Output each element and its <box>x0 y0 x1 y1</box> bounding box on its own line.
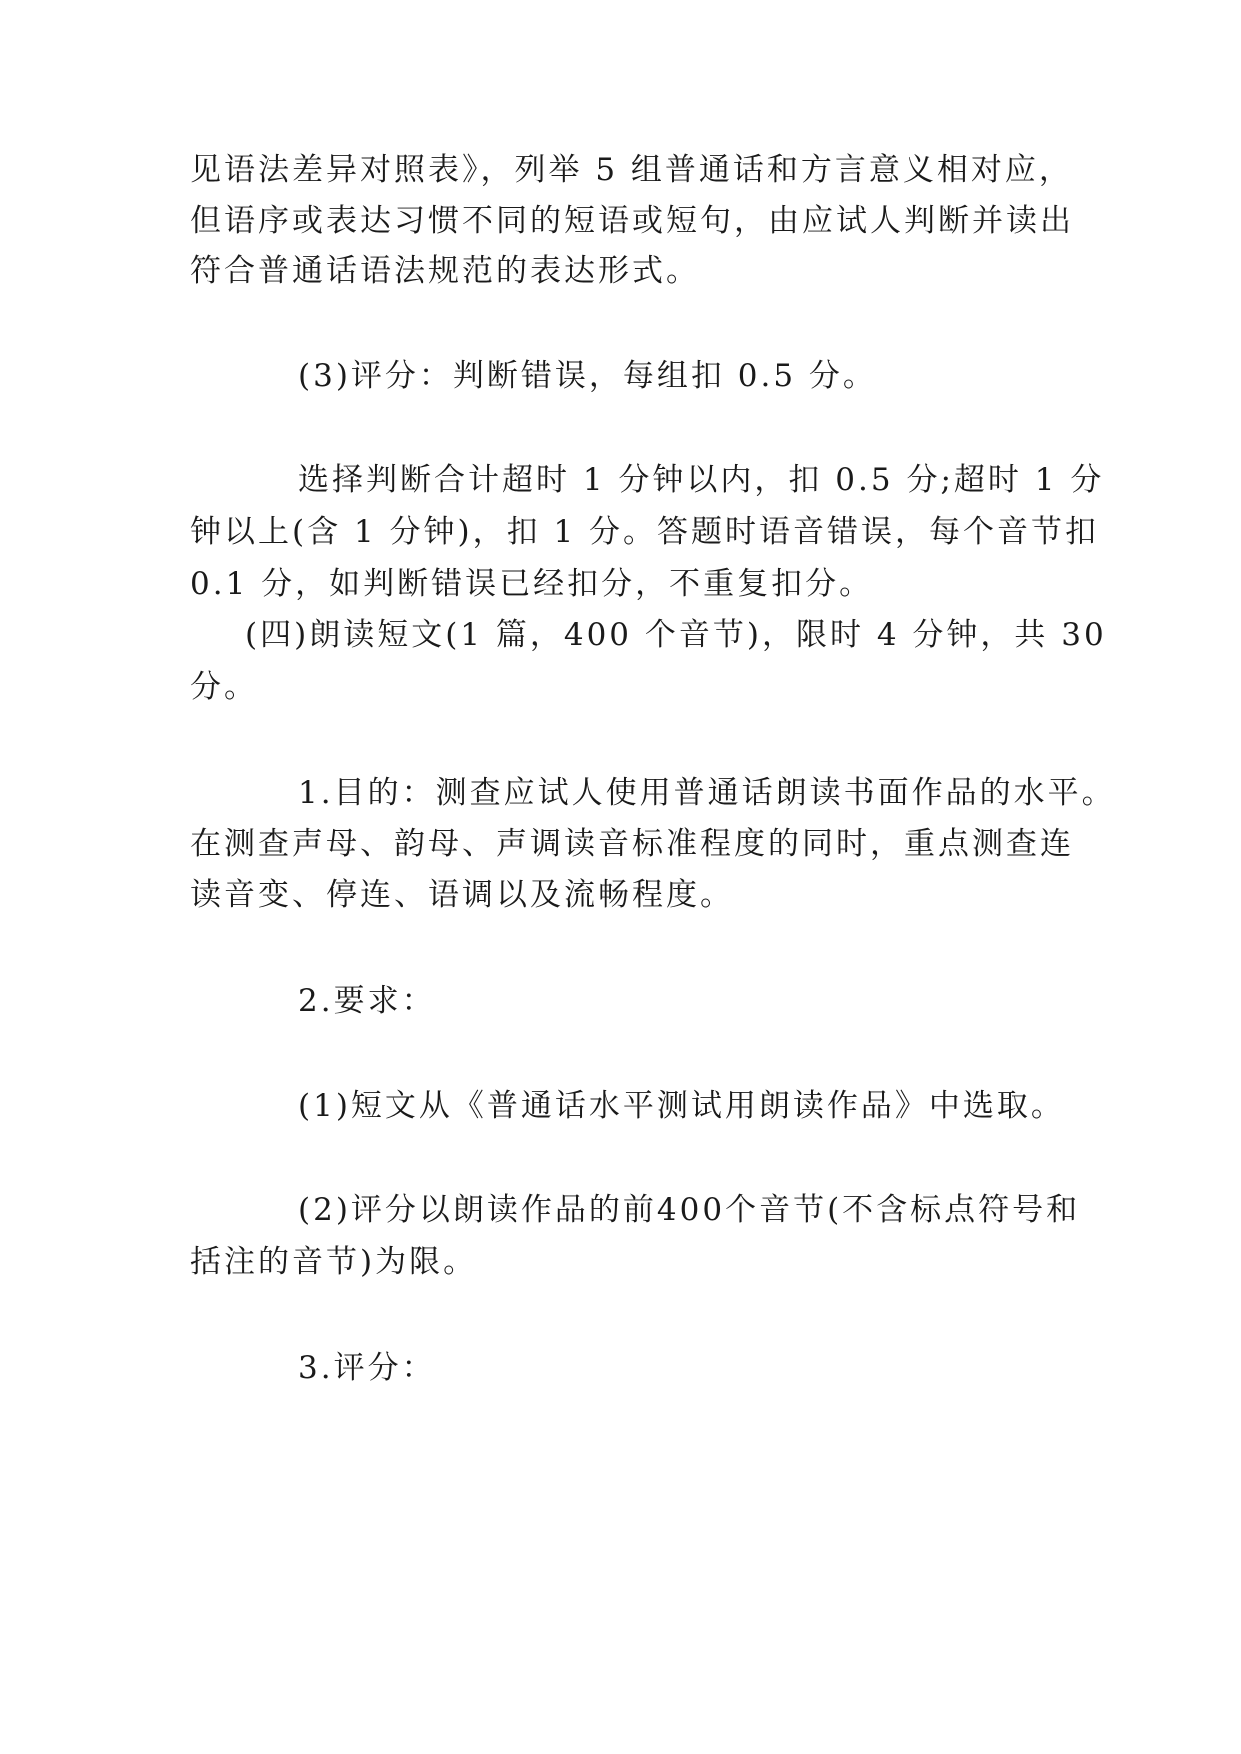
section-heading-line: (四)朗读短文(1 篇，400 个音节)，限时 4 分钟，共 30 <box>245 617 1107 653</box>
paragraph-line: 读音变、停连、语调以及流畅程度。 <box>190 877 734 913</box>
paragraph-line: (3)评分：判断错误，每组扣 0.5 分。 <box>298 358 877 394</box>
paragraph-line: (2)评分以朗读作品的前400个音节(不含标点符号和 <box>298 1192 1081 1228</box>
paragraph-line: 1.目的：测查应试人使用普通话朗读书面作品的水平。 <box>298 775 1116 811</box>
paragraph-line: (1)短文从《普通话水平测试用朗读作品》中选取。 <box>298 1088 1065 1124</box>
paragraph-line: 0.1 分，如判断错误已经扣分，不重复扣分。 <box>190 566 874 602</box>
paragraph-line: 在测查声母、韵母、声调读音标准程度的同时，重点测查连 <box>190 826 1074 862</box>
paragraph-line: 选择判断合计超时 1 分钟以内，扣 0.5 分;超时 1 分 <box>298 462 1105 498</box>
paragraph-line: 但语序或表达习惯不同的短语或短句，由应试人判断并读出 <box>190 203 1074 239</box>
paragraph-line: 钟以上(含 1 分钟)，扣 1 分。答题时语音错误，每个音节扣 <box>190 514 1100 550</box>
paragraph-line: 括注的音节)为限。 <box>190 1244 478 1280</box>
paragraph-line: 见语法差异对照表》，列举 5 组普通话和方言意义相对应， <box>190 152 1073 188</box>
paragraph-line: 2.要求： <box>298 983 436 1019</box>
section-heading-line: 分。 <box>190 669 258 705</box>
paragraph-line: 3.评分： <box>298 1350 436 1386</box>
paragraph-line: 符合普通话语法规范的表达形式。 <box>190 253 700 289</box>
